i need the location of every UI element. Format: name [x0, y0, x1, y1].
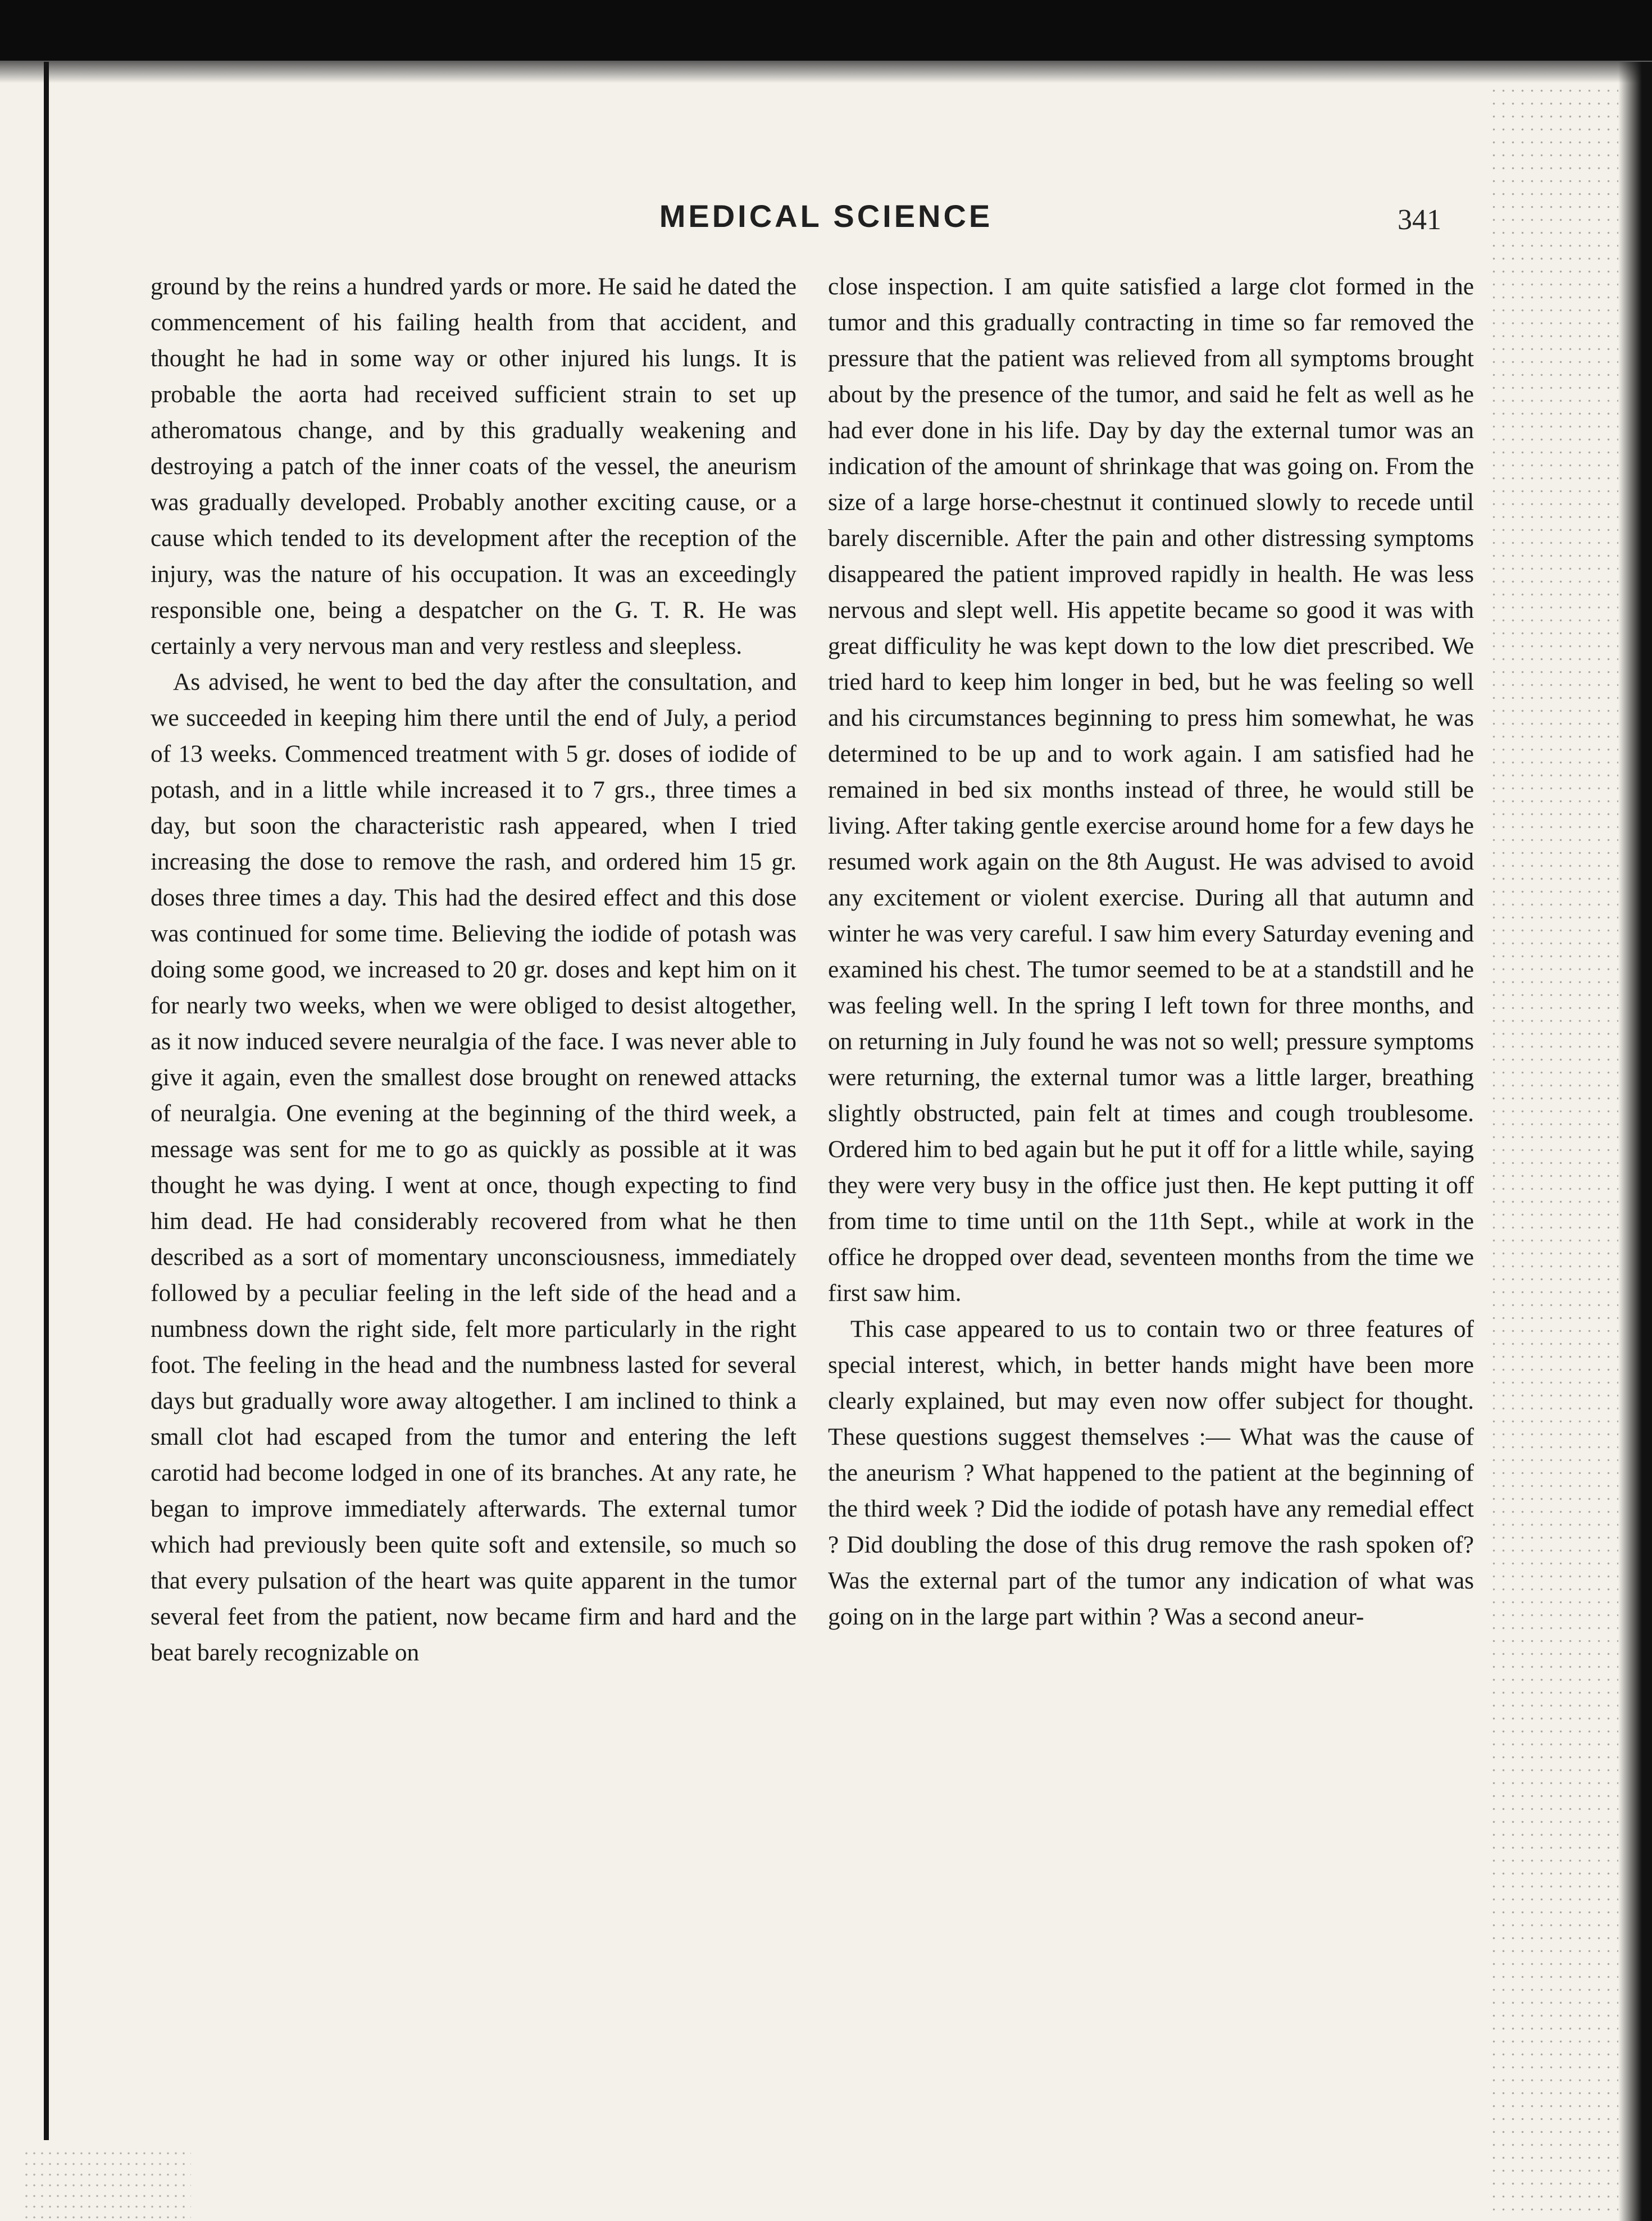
- scan-top-border: [0, 0, 1652, 61]
- paragraph: close inspection. I am quite satisfied a large clot formed in the tumor and this gradually contracting in time so far removed the pressure that the patient was relieved from all symptoms brought about by the presence of the tumor, and said he felt as well as he had ever done in his life. Day by day the external tumor was an indication of the amount of shrinkage that was going on. From the size of a large horse-chestnut it continued slowly to recede until barely discernible. After the pain and other distressing symptoms disappeared the patient improved rapidly in health. He was less nervous and slept well. His appetite became so good it was with great difficulity he was kept down to the low diet prescribed. We tried hard to keep him longer in bed, but he was feeling so well and his circumstances beginning to press him somewhat, he was determined to be up and to work again. I am satisfied had he remained in bed six months instead of three, he would still be living. After taking gentle exercise around home for a few days he resumed work again on the 8th August. He was advised to avoid any excitement or violent exercise. During all that autumn and winter he was very careful. I saw him every Saturday evening and examined his chest. The tumor seemed to be at a standstill and he was feeling well. In the spring I left town for three months, and on returning in July found he was not so well; pressure symptoms were returning, the external tumor was a little larger, breathing slightly obstructed, pain felt at times and cough troublesome. Ordered him to bed again but he put it off for a little while, saying they were very busy in the office just then. He kept putting it off from time to time until on the 11th Sept., while at work in the office he dropped over dead, seventeen months from the time we first saw him.: [828, 273, 1474, 1307]
- page-number: 341: [1398, 204, 1441, 236]
- paragraph: This case appeared to us to contain two or three features of special interest, which, in better hands might have been more clearly explained, but may even now offer subject for thought. These questions suggest themselves :— What was the cause of the aneurism ? What happened to the patient at the beginning of the third week ? Did the iodide of potash have any remedial effect ? Did doubling the dose of this drug remove the rash spoken of? Was the external part of the tumor any indication of what was going on in the large part within ? Was a second aneur-: [828, 1316, 1474, 1630]
- running-title: MEDICAL SCIENCE: [659, 198, 993, 234]
- left-column: [151, 268, 797, 2105]
- scan-bottom-noise: [22, 2148, 191, 2221]
- right-column: [828, 268, 1474, 2105]
- paragraph: As advised, he went to bed the day after the consultation, and we succeeded in keeping him there until the end of July, a period of 13 weeks. Commenced treatment with 5 gr. doses of iodide of potash, and in a little while increased it to 7 grs., three times a day, but soon the characteristic rash appeared, when I tried increasing the dose to remove the rash, and ordered him 15 gr. doses three times a day. This had the desired effect and this dose was continued for some time. Believing the iodide of potash was doing some good, we increased to 20 gr. doses and kept him on it for nearly two weeks, when we were obliged to desist altogether, as it now induced severe neuralgia of the face. I was never able to give it again, even the smallest dose brought on renewed attacks of neuralgia. One evening at the beginning of the third week, a message was sent for me to go as quickly as possible at it was thought he was dying. I went at once, though expecting to find him dead. He had considerably recovered from what he then described as a sort of momentary unconsciousness, immediately followed by a peculiar feeling in the left side of the head and a numbness down the right side, felt more particularly in the right foot. The feeling in the head and the numbness lasted for several days but gradually wore away altogether. I am inclined to think a small clot had escaped from the tumor and entering the left carotid had become lodged in one of its branches. At any rate, he began to improve immediately afterwards. The external tumor which had previously been quite soft and extensile, so much so that every pulsation of the heart was quite apparent in the tumor several feet from the patient, now became firm and hard and the beat barely recognizable on: [151, 668, 797, 1666]
- scan-right-noise: [1489, 84, 1618, 2221]
- scan-top-shadow: [0, 61, 1652, 83]
- paragraph: ground by the reins a hundred yards or more. He said he dated the commencement of his failing health from that accident, and thought he had in some way or other injured his lungs. It is probable the aorta had received sufficient strain to set up atheromatous change, and by this gradually weakening and destroying a patch of the inner coats of the vessel, the aneurism was gradually developed. Probably another exciting cause, or a cause which tended to its development after the reception of the injury, was the nature of his occupation. It was an exceedingly responsible one, being a despatcher on the G. T. R. He was certainly a very nervous man and very restless and sleepless.: [151, 273, 797, 659]
- scan-right-border: [1618, 62, 1652, 2221]
- scan-left-border: [44, 62, 49, 2140]
